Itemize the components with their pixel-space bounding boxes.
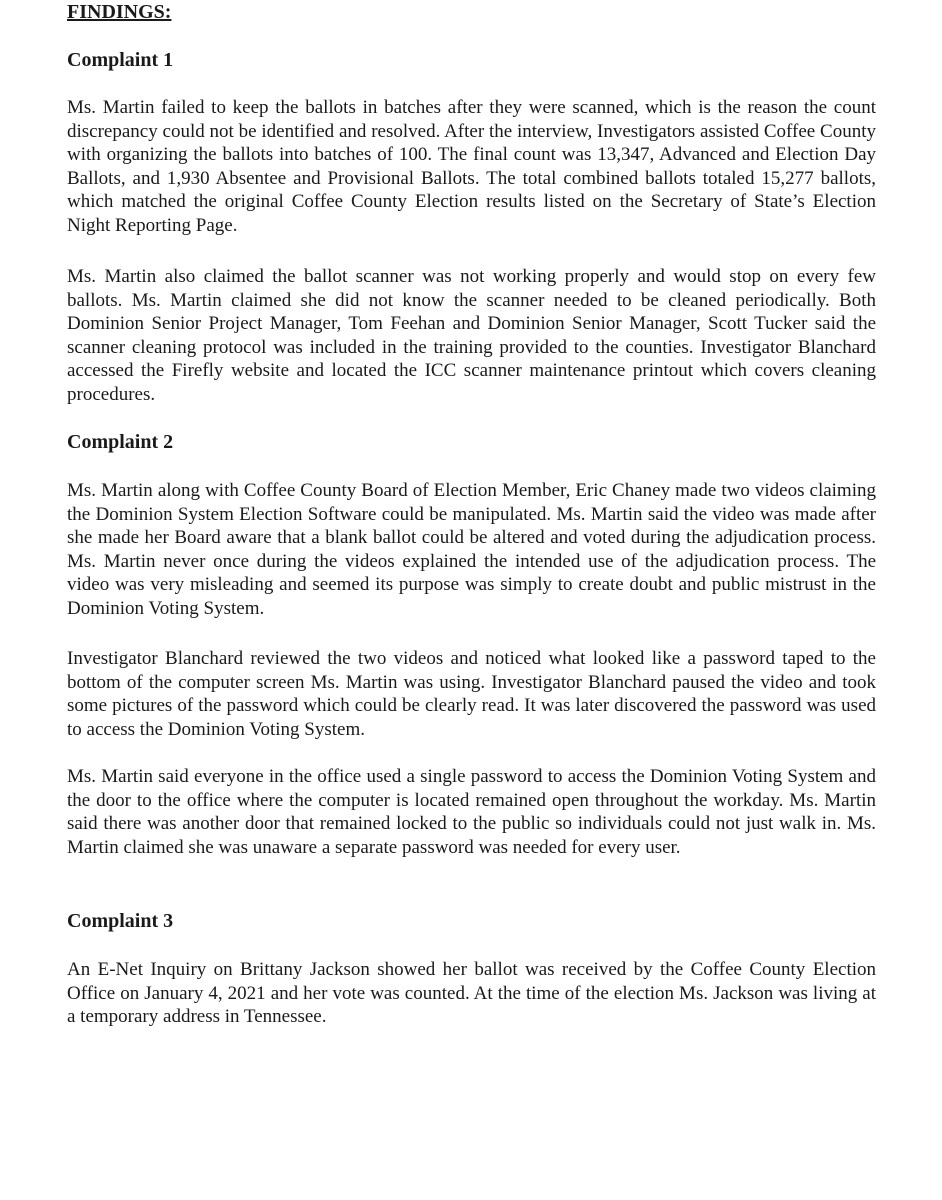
complaint-2-paragraph-2: Investigator Blanchard reviewed the two videos and noticed what looked like a password taped to the bottom of the computer screen Ms. Martin was using. Investigator Blanchard paused the video and took some pictures of the password which could be clearly read. It was later discovered the password was used to access the Dominion Voting System. [67, 648, 876, 740]
complaint-2-paragraph-3: Ms. Martin said everyone in the office used a single password to access the Dominion Voting System and the door to the office where the computer is located remained open throughout the workday. Ms. Martin said there was another door that remained locked to the public so individuals could not just walk in. Ms. Martin claimed she was unaware a separate password was needed for every user. [67, 766, 876, 858]
complaint-1-heading: Complaint 1 [67, 49, 174, 71]
complaint-3-heading: Complaint 3 [67, 910, 174, 932]
complaint-2-paragraph-1: Ms. Martin along with Coffee County Board of Election Member, Eric Chaney made two videos claiming the Dominion System Election Software could be manipulated. Ms. Martin said the video was made after she made her Board aware that a blank ballot could be altered and voted during the adjudication process. Ms. Martin never once during the videos explained the intended use of the adjudication process. The video was very misleading and seemed its purpose was simply to create doubt and public mistrust in the Dominion Voting System. [67, 480, 876, 619]
findings-title: FINDINGS: [67, 1, 172, 23]
complaint-1-paragraph-1: Ms. Martin failed to keep the ballots in batches after they were scanned, which is the reason the count discrepancy could not be identified and resolved. After the interview, Investigators assisted Coffee County with organizing the ballots into batches of 100. The final count was 13,347, Advanced and Election Day Ballots, and 1,930 Absentee and Provisional Ballots. The total combined ballots totaled 15,277 ballots, which matched the original Coffee County Election results listed on the Secretary of State’s Election Night Reporting Page. [67, 97, 876, 236]
complaint-1-paragraph-2: Ms. Martin also claimed the ballot scanner was not working properly and would stop on every few ballots. Ms. Martin claimed she did not know the scanner needed to be cleaned periodically. Both Dominion Senior Project Manager, Tom Feehan and Dominion Senior Manager, Scott Tucker said the scanner cleaning protocol was included in the training provided to the counties. Investigator Blanchard accessed the Firefly website and located the ICC scanner maintenance printout which covers cleaning procedures. [67, 266, 876, 405]
complaint-3-paragraph-1: An E-Net Inquiry on Brittany Jackson showed her ballot was received by the Coffee County Election Office on January 4, 2021 and her vote was counted. At the time of the election Ms. Jackson was living at a temporary address in Tennessee. [67, 959, 876, 1028]
complaint-2-heading: Complaint 2 [67, 431, 174, 453]
